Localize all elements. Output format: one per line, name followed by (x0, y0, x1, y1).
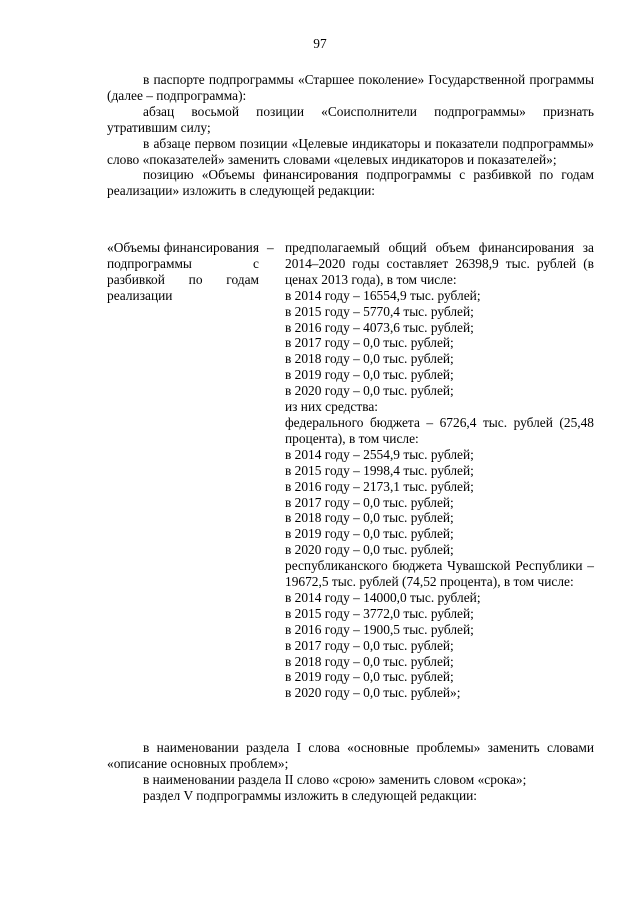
federal-year-line: в 2014 году – 2554,9 тыс. рублей; (285, 446, 474, 462)
republic-year-line: в 2020 году – 0,0 тыс. рублей»; (285, 685, 461, 701)
total-year-line: в 2019 году – 0,0 тыс. рублей; (285, 367, 454, 383)
federal-budget-text: федерального бюджета – 6726,4 тыс. рублей (25,48 процента), в том числе: (285, 414, 594, 446)
paragraph-indicators: в абзаце первом позиции «Целевые индикаторы и показатели подпрограммы» слово «показателей» заменить словами «целевых индикаторов и показателей»; (107, 135, 594, 167)
paragraph-financing-position: позицию «Объемы финансирования подпрограммы с разбивкой по годам реализации» изложить в следующей редакции: (107, 167, 594, 199)
closing-text (107, 740, 594, 804)
page-number: 97 (313, 36, 327, 51)
total-financing-text: предполагаемый общий объем финансирования за 2014–2020 годы составляет 26398,9 тыс. рублей (в ценах 2013 года), в том числе: (285, 240, 594, 287)
federal-year-line: в 2020 году – 0,0 тыс. рублей; (285, 542, 454, 558)
of-which-label: из них средства: (285, 399, 379, 415)
total-year-line: в 2015 году – 5770,4 тыс. рублей; (285, 303, 474, 319)
republic-year-line: в 2015 году – 3772,0 тыс. рублей; (285, 605, 474, 621)
total-year-line: в 2014 году – 16554,9 тыс. рублей; (285, 287, 481, 303)
federal-year-line: в 2016 году – 2173,1 тыс. рублей; (285, 478, 474, 494)
republic-year-line: в 2017 году – 0,0 тыс. рублей; (285, 637, 454, 653)
republic-budget-text: республиканского бюджета Чувашской Республики – 19672,5 тыс. рублей (74,52 процента), в том числе: (285, 558, 594, 590)
total-year-line: в 2018 году – 0,0 тыс. рублей; (285, 351, 454, 367)
paragraph-co-executors: абзац восьмой позиции «Соисполнители подпрограммы» признать утратившим силу; (107, 103, 594, 135)
paragraph-section-1: в наименовании раздела I слова «основные проблемы» заменить словами «описание основных проблем»; (107, 740, 594, 771)
paragraph-section-2: в наименовании раздела II слово «срою» заменить словом «срока»; (143, 771, 527, 787)
republic-year-line: в 2019 году – 0,0 тыс. рублей; (285, 669, 454, 685)
paragraph-passport: в паспорте подпрограммы «Старшее поколение» Государственной программы (далее – подпрограмма): (107, 72, 594, 103)
total-year-line: в 2017 году – 0,0 тыс. рублей; (285, 335, 454, 351)
republic-year-line: в 2016 году – 1900,5 тыс. рублей; (285, 621, 474, 637)
republic-year-line: в 2014 году – 14000,0 тыс. рублей; (285, 589, 481, 605)
table-dash: – (267, 240, 274, 255)
republic-year-line: в 2018 году – 0,0 тыс. рублей; (285, 653, 454, 669)
intro-text (107, 72, 594, 199)
federal-year-line: в 2015 году – 1998,4 тыс. рублей; (285, 462, 474, 478)
paragraph-section-5: раздел V подпрограммы изложить в следующей редакции: (143, 787, 478, 803)
total-year-line: в 2016 году – 4073,6 тыс. рублей; (285, 319, 474, 335)
financing-values-cell (285, 240, 594, 701)
financing-table (107, 240, 594, 720)
total-year-line: в 2020 году – 0,0 тыс. рублей; (285, 383, 454, 399)
federal-year-line: в 2019 году – 0,0 тыс. рублей; (285, 526, 454, 542)
federal-year-line: в 2017 году – 0,0 тыс. рублей; (285, 494, 454, 510)
federal-year-line: в 2018 году – 0,0 тыс. рублей; (285, 510, 454, 526)
financing-label-cell: «Объемы финансирования подпрограммы с разбивкой по годам реализации (107, 240, 259, 303)
